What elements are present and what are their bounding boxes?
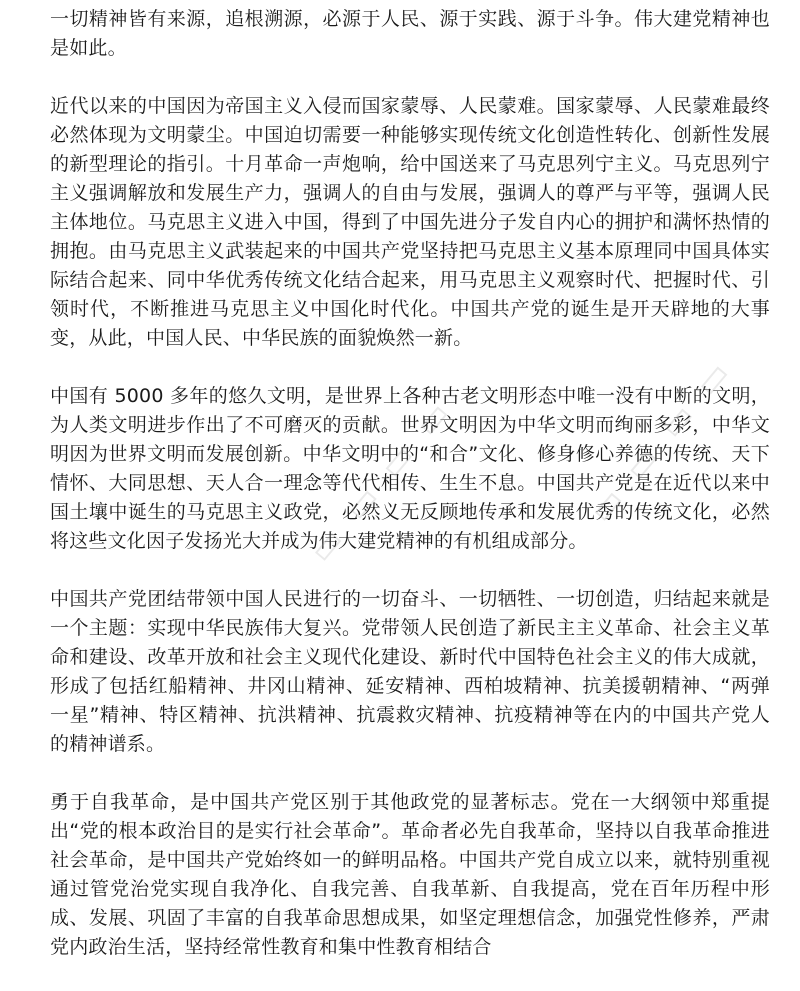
paragraph-5: 勇于自我革命，是中国共产党区别于其他政党的显著标志。党在一大纲领中郑重提出“党的根本政治目的是实行社会革命”。革命者必先自我革命，坚持以自我革命推进社会革命，是中国共产党始终如一的鲜明品格。中国共产党自成立以来，就特别重视通过管党治党实现自我净化、自我完善、自我革新、自我提高，党在百年历程中形成、发展、巩固了丰富的自我革命思想成果，如坚定理想信念，加强党性修养，严肃党内政治生活，坚持经常性教育和集中性教育相结合 [50,791,770,958]
paragraph-1: 一切精神皆有来源，追根溯源，必源于人民、源于实践、源于斗争。伟大建党精神也是如此。 [50,8,770,59]
paragraph-3: 中国有 5000 多年的悠久文明，是世界上各种古老文明形态中唯一没有中断的文明，为人类文明进步作出了不可磨灭的贡献。世界文明因为中华文明而绚丽多彩，中华文明因为世界文明而发展创新。中华文明中的“和合”文化、修身修心养德的传统、天下情怀、大同思想、天人合一理念等代代相传、生生不息。中国共产党是在近代以来中国土壤中诞生的马克思主义政党，必然义无反顾地传承和发展优秀的传统文化，必然将这些文化因子发扬光大并成为伟大建党精神的有机组成部分。 [50,385,770,552]
article-body [50,5,770,991]
watermark-left: ▭ ▭ ▭ ▭ [300,389,462,571]
paragraph-4: 中国共产党团结带领中国人民进行的一切奋斗、一切牺牲、一切创造，归结起来就是一个主题：实现中华民族伟大复兴。党带领人民创造了新民主主义革命、社会主义革命和建设、改革开放和社会主义现代化建设、新时代中国特色社会主义的伟大成就，形成了包括红船精神、井冈山精神、延安精神、西柏坡精神、抗美援朝精神、“两弹一星”精神、特区精神、抗洪精神、抗震救灾精神、抗疫精神等在内的中国共产党人的精神谱系。 [50,588,770,755]
watermark-right: ▭ ▭ ▭ ▭ [580,349,742,531]
paragraph-2: 近代以来的中国因为帝国主义入侵而国家蒙辱、人民蒙难。国家蒙辱、人民蒙难最终必然体现为文明蒙尘。中国迫切需要一种能够实现传统文化创造性转化、创新性发展的新型理论的指引。十月革命一声炮响，给中国送来了马克思列宁主义。马克思列宁主义强调解放和发展生产力，强调人的自由与发展，强调人的尊严与平等，强调人民主体地位。马克思主义进入中国，得到了中国先进分子发自内心的拥护和满怀热情的拥抱。由马克思主义武装起来的中国共产党坚持把马克思主义基本原理同中国具体实际结合起来、同中华优秀传统文化结合起来，用马克思主义观察时代、把握时代、引领时代，不断推进马克思主义中国化时代化。中国共产党的诞生是开天辟地的大事变，从此，中国人民、中华民族的面貌焕然一新。 [50,95,770,349]
